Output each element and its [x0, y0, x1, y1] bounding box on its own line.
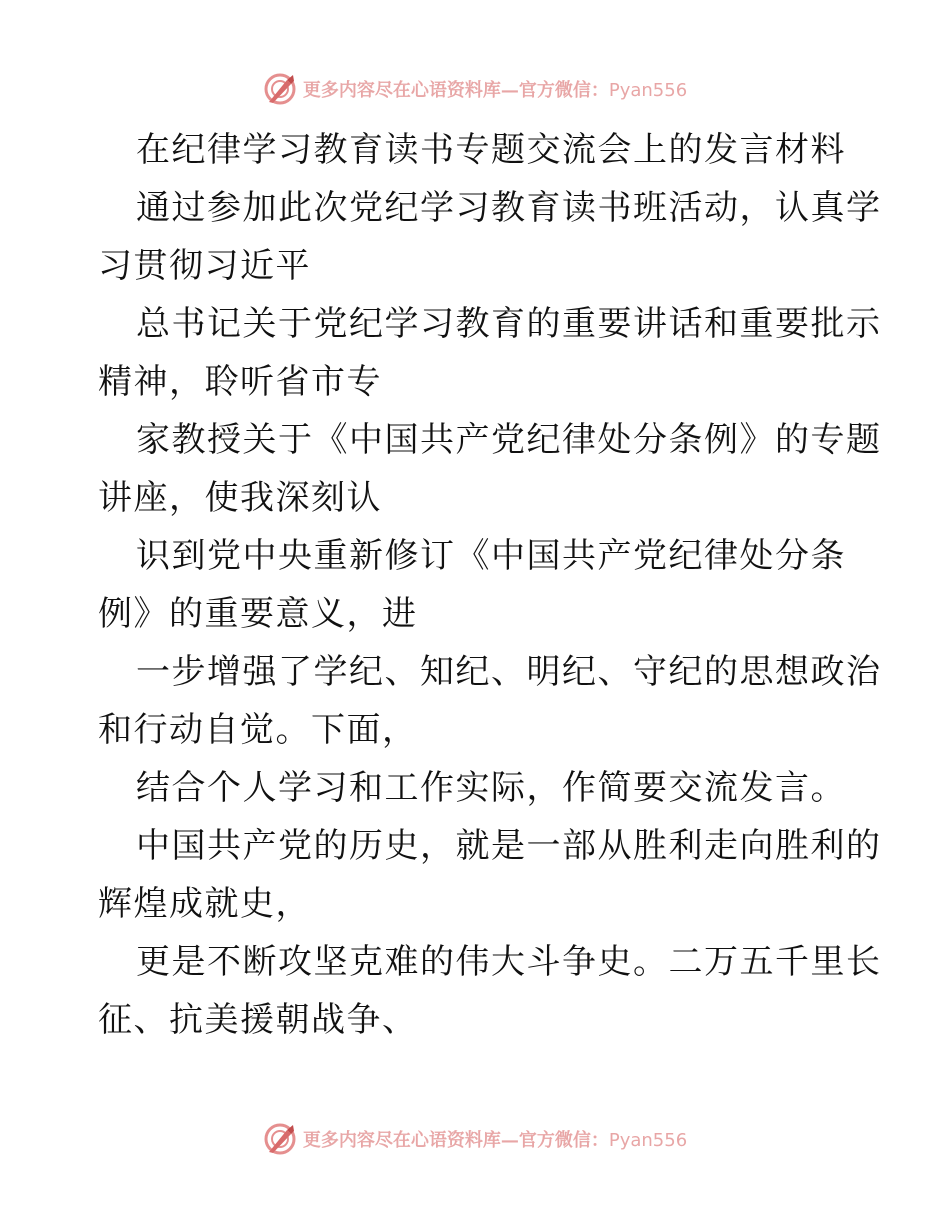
- paragraph-line: 例》的重要意义，进: [98, 594, 418, 634]
- paragraph-line: 精神，聆听省市专: [98, 362, 382, 402]
- paragraph-line: 识到党中央重新修订《中国共产党纪律处分条: [136, 536, 846, 576]
- paragraph-line: 辉煌成就史，: [98, 884, 311, 924]
- watermark-text: [303, 1126, 687, 1152]
- watermark-wechat-id: Pyan556: [608, 80, 688, 101]
- watermark-label: 更多内容尽在心语资料库—官方微信：: [302, 1130, 609, 1151]
- paragraph-line: 更是不断攻坚克难的伟大斗争史。二万五千里长: [136, 942, 882, 982]
- header-watermark: [0, 72, 950, 106]
- paragraph-line: 总书记关于党纪学习教育的重要讲话和重要批示: [136, 304, 882, 344]
- document-body: [98, 121, 882, 1049]
- paragraph-line: 一步增强了学纪、知纪、明纪、守纪的思想政治: [136, 652, 882, 692]
- pen-logo-icon: [263, 72, 297, 106]
- watermark-label: 更多内容尽在心语资料库—官方微信：: [302, 80, 609, 101]
- watermark-text: [303, 76, 687, 102]
- paragraph-line: 结合个人学习和工作实际，作简要交流发言。: [136, 768, 846, 808]
- paragraph-line: 习贯彻习近平: [98, 246, 311, 286]
- watermark-wechat-id: Pyan556: [608, 1130, 688, 1151]
- paragraph-line: 讲座，使我深刻认: [98, 478, 382, 518]
- pen-logo-icon: [263, 1122, 297, 1156]
- footer-watermark: [0, 1122, 950, 1156]
- paragraph-line: 征、抗美援朝战争、: [98, 1000, 418, 1040]
- paragraph-line: 家教授关于《中国共产党纪律处分条例》的专题: [136, 420, 882, 460]
- paragraph-line: 通过参加此次党纪学习教育读书班活动，认真学: [136, 188, 882, 228]
- paragraph-line: 和行动自觉。下面，: [98, 710, 418, 750]
- paragraph-line: 在纪律学习教育读书专题交流会上的发言材料: [136, 130, 846, 170]
- paragraph-line: 中国共产党的历史，就是一部从胜利走向胜利的: [136, 826, 882, 866]
